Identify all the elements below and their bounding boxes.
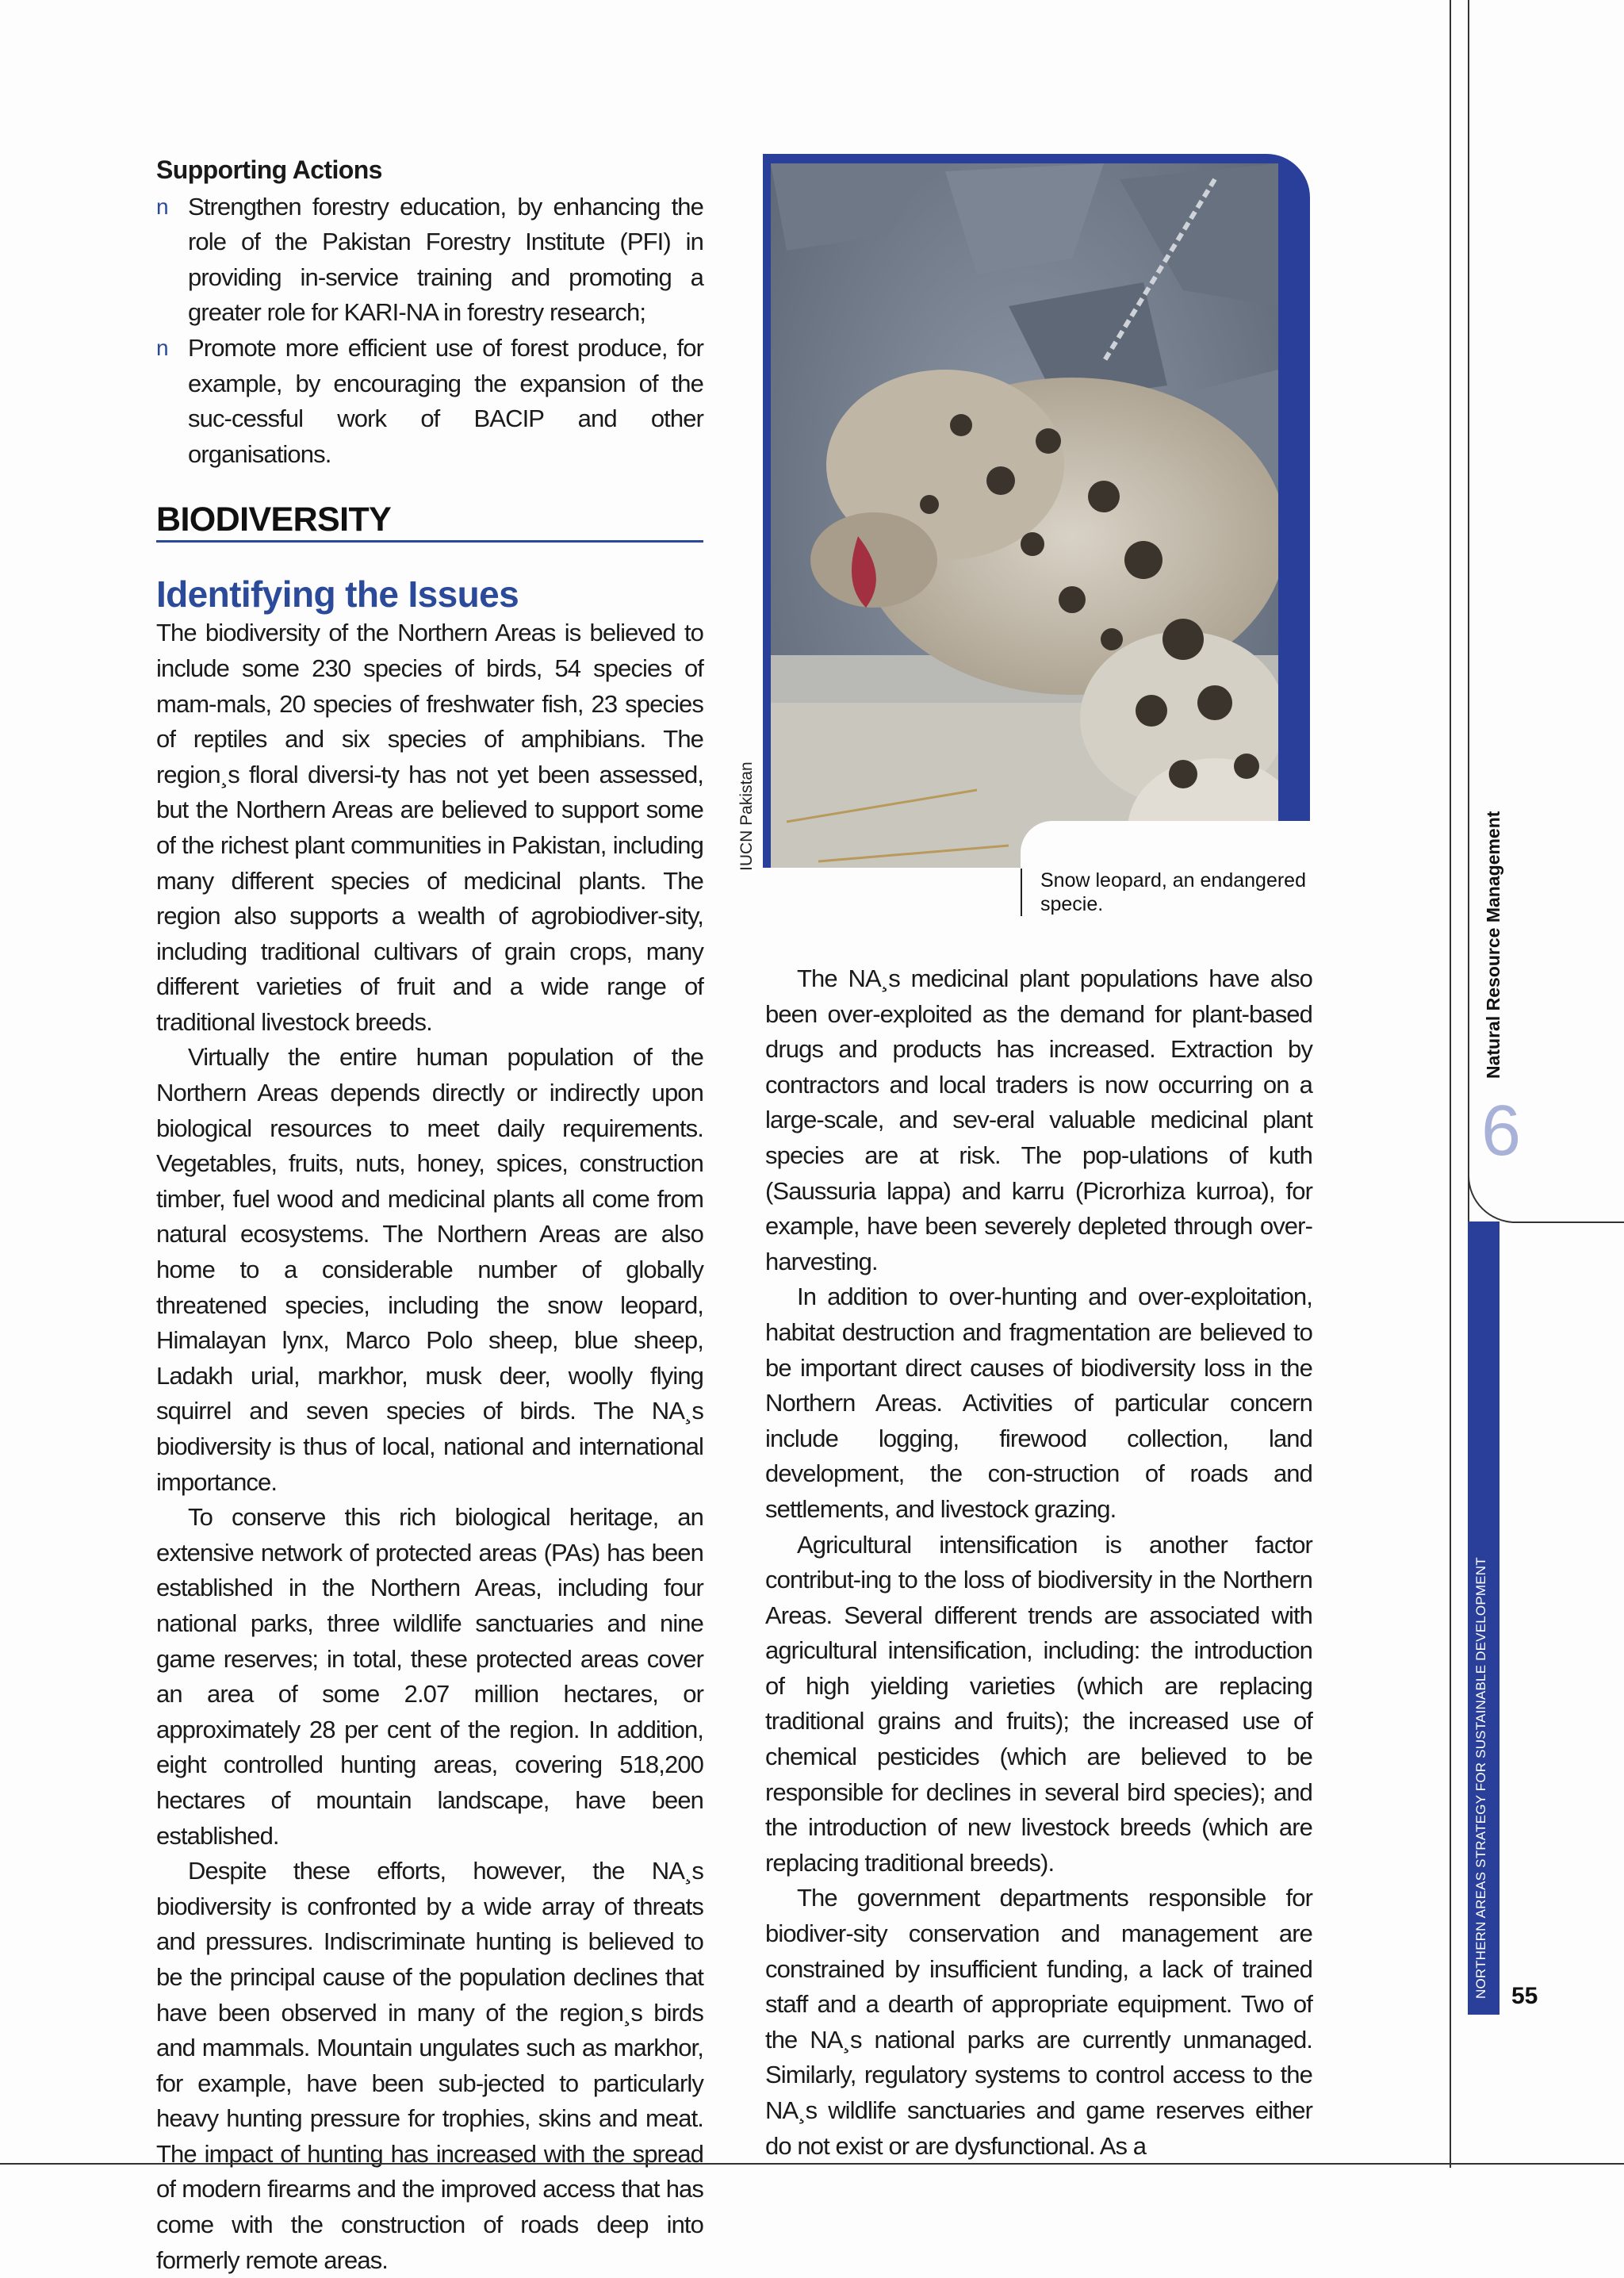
snow-leopard-photo [763,154,1310,868]
paragraph: Agricultural intensification is another factor contribut-ing to the loss of biodiversity in the Northern Areas. Several different trends are associated with agricultural intensification, including: the introduction of high yielding varieties (which are replacing traditional grains and fruits); the increased use of chemical pesticides (which are believed to be responsible for declines in several bird species); and the introduction of new livestock breeds (which are replacing traditional breeds). [765,1530,1312,1877]
paragraph: The NA¸s medicinal plant populations have also been over-exploited as the demand for plant-based drugs and products has increased. Extraction by contractors and local traders is now occurring on a large-scale, and sev-eral valuable medicinal plant species are at risk. The pop-ulations of kuth (Saussuria lappa) and karru (Picrorhiza kurroa), for example, have been severely depleted through over-harvesting. [765,965,1312,1275]
issues-heading: Identifying the Issues [156,573,519,616]
list-item [156,331,703,472]
chapter-tab-curve [1468,1166,1624,1223]
bottom-rule [0,2163,1624,2165]
list-item-text: Strengthen forestry education, by enhancing the role of the Pakistan Forestry Institute (PFI) in providing in-service training and promoting a greater role for KARI-NA in forestry research; [188,192,703,327]
section-heading: BIODIVERSITY [156,499,703,543]
list-item-text: Promote more efficient use of forest produce, for example, by encouraging the expansion of the suc-cessful work of BACIP and other organisations. [188,333,703,468]
right-column [765,961,1312,2164]
chapter-title: Natural Resource Management [1483,811,1503,1079]
paragraph: The government departments responsible for biodiver-sity conservation and management are constrained by insufficient funding, a lack of trained staff and a dearth of appropriate equipment. Two of the NA¸s national parks are currently unmanaged. Similarly, regulatory systems to control access to the NA¸s wildlife sanctuaries and game reserves either do not exist or are dysfunctional. As a [765,1884,1312,2160]
paragraph: To conserve this rich biological heritage, an extensive network of protected areas (PAs) has been established in the Northern Areas, including four national parks, three wildlife sanctuaries and nine game reserves; in total, these protected areas cover an area of some 2.07 million hectares, or approximately 28 per cent of the region. In addition, eight controlled hunting areas, covering 518,200 hectares of mountain landscape, have been established. [156,1503,703,1850]
bullet-icon: n [156,194,168,219]
supporting-actions-list [156,190,703,473]
photo-caption: Snow leopard, an endangered specie. [1021,869,1342,916]
snow-leopard-image [771,163,1278,868]
paragraph: Despite these efforts, however, the NA¸s biodiversity is confronted by a wide array of threats and pressures. Indiscriminate hunting is believed to be the principal cause of the population declines that have been observed in many of the region¸s birds and mammals. Mountain ungulates such as markhor, for example, have been sub-jected to particularly heavy hunting pressure for trophies, skins and meat. The impact of hunting has increased with the spread of modern firearms and the improved access that has come with the construction of roads deep into formerly remote areas. [156,1857,703,2274]
margin-rule [1468,0,1469,1221]
paragraph: Virtually the entire human population of the Northern Areas depends directly or indirectly upon biological resources to meet daily requirements. Vegetables, fruits, nuts, honey, spices, construction timber, fuel wood and medicinal plants all come from natural ecosystems. The Northern Areas are also home to a considerable number of globally threatened species, including the snow leopard, Himalayan lynx, Marco Polo sheep, blue sheep, Ladakh urial, markhor, musk deer, woolly flying squirrel and seven species of birds. The NA¸s biodiversity is thus of local, national and international importance. [156,1043,703,1496]
chapter-number: 6 [1481,1091,1522,1171]
bullet-icon: n [156,335,168,360]
margin-rule [1450,0,1451,2168]
paragraph: In addition to over-hunting and over-exploitation, habitat destruction and fragmentation are believed to be important direct causes of biodiversity loss in the Northern Areas. Activities of particular concern include logging, firewood collection, land development, the con-struction of roads and settlements, and livestock grazing. [765,1283,1312,1523]
list-item [156,190,703,331]
page-number: 55 [1511,1983,1538,2009]
supporting-actions-heading: Supporting Actions [156,155,382,184]
paragraph: The biodiversity of the Northern Areas is believed to include some 230 species of birds, 54 species of mam-mals, 20 species of freshwater fish, 23 species of reptiles and six species of amphibians. The region¸s floral diversi-ty has not yet been assessed, but the Northern Areas are believed to support some of the richest plant communities in Pakistan, including many different species of medicinal plants. The region also supports a wealth of agrobiodiver-sity, including traditional cultivars of grain crops, many different varieties of fruit and a wide range of traditional livestock breeds. [156,619,703,1036]
book-title: NORTHERN AREAS STRATEGY FOR SUSTAINABLE DEVELOPMENT [1473,1557,1488,1999]
photo-credit: IUCN Pakistan [737,761,756,871]
left-column [156,152,703,2278]
